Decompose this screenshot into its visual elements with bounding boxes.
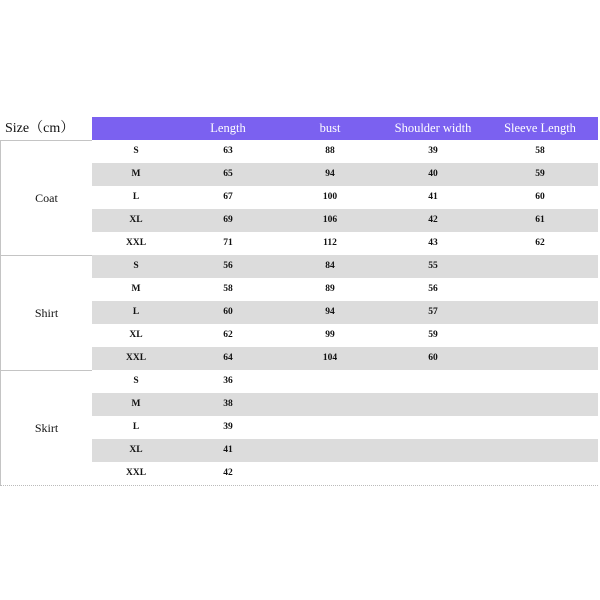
size-chart-table xyxy=(0,117,598,486)
length-cell: 56 xyxy=(223,261,233,271)
size-cell: XXL xyxy=(125,468,147,478)
sleeve-cell-empty xyxy=(482,416,598,439)
length-cell: 65 xyxy=(223,169,233,179)
bottom-dotted-rule xyxy=(0,485,598,486)
header-band xyxy=(92,117,598,140)
shoulder-cell: 55 xyxy=(428,261,438,271)
category-column xyxy=(0,140,92,485)
length-cell: 41 xyxy=(223,445,233,455)
table-row xyxy=(92,255,598,278)
sleeve-cell: 59 xyxy=(535,169,545,179)
size-cell: L xyxy=(132,422,140,432)
shoulder-cell: 40 xyxy=(428,169,438,179)
table-row xyxy=(92,209,598,232)
size-cell: XXL xyxy=(125,238,147,248)
header-size-column xyxy=(92,117,180,140)
length-cell: 63 xyxy=(223,146,233,156)
size-cell: XL xyxy=(129,445,143,455)
sleeve-cell-empty xyxy=(482,278,598,301)
size-cell: M xyxy=(131,284,141,294)
sleeve-cell-empty xyxy=(482,439,598,462)
header-bust: bust xyxy=(319,121,341,135)
bust-cell-empty xyxy=(276,416,384,439)
shoulder-cell: 42 xyxy=(428,215,438,225)
sleeve-cell-empty xyxy=(482,255,598,278)
size-cell: S xyxy=(133,376,139,386)
table-row xyxy=(92,232,598,255)
bust-cell: 112 xyxy=(323,238,337,248)
shoulder-cell-empty xyxy=(384,370,482,393)
size-cell: XL xyxy=(129,215,143,225)
table-row xyxy=(92,186,598,209)
table-body xyxy=(92,140,598,485)
bust-cell: 84 xyxy=(325,261,335,271)
length-cell: 71 xyxy=(223,238,233,248)
table-row xyxy=(92,140,598,163)
sleeve-cell-empty xyxy=(482,347,598,370)
sleeve-cell-empty xyxy=(482,462,598,485)
table-row xyxy=(92,163,598,186)
header-sleeve-length: Sleeve Length xyxy=(504,121,576,135)
length-cell: 39 xyxy=(223,422,233,432)
sleeve-cell: 58 xyxy=(535,146,545,156)
bust-cell: 88 xyxy=(325,146,335,156)
size-cell: S xyxy=(133,261,139,271)
size-cell: M xyxy=(131,169,141,179)
shoulder-cell: 39 xyxy=(428,146,438,156)
shoulder-cell: 41 xyxy=(428,192,438,202)
length-cell: 36 xyxy=(223,376,233,386)
category-shirt: Shirt xyxy=(0,255,92,370)
shoulder-cell: 57 xyxy=(428,307,438,317)
sleeve-cell-empty xyxy=(482,370,598,393)
length-cell: 62 xyxy=(223,330,233,340)
bust-cell-empty xyxy=(276,370,384,393)
shoulder-cell-empty xyxy=(384,416,482,439)
sleeve-cell: 61 xyxy=(535,215,545,225)
bust-cell-empty xyxy=(276,393,384,416)
sleeve-cell: 60 xyxy=(535,192,545,202)
table-row xyxy=(92,278,598,301)
sleeve-cell: 62 xyxy=(535,238,545,248)
length-cell: 38 xyxy=(223,399,233,409)
bust-cell: 106 xyxy=(322,215,338,225)
table-row xyxy=(92,370,598,393)
header-length: Length xyxy=(210,121,246,135)
bust-cell-empty xyxy=(276,439,384,462)
sleeve-cell-empty xyxy=(482,324,598,347)
shoulder-cell: 43 xyxy=(428,238,438,248)
size-cell: S xyxy=(133,146,139,156)
sleeve-cell-empty xyxy=(482,301,598,324)
size-cell: M xyxy=(131,399,141,409)
header-shoulder-width: Shoulder width xyxy=(394,121,472,135)
table-row xyxy=(92,301,598,324)
shoulder-cell-empty xyxy=(384,462,482,485)
length-cell: 67 xyxy=(223,192,233,202)
size-cell: XXL xyxy=(125,353,147,363)
size-cell: XL xyxy=(129,330,143,340)
shoulder-cell-empty xyxy=(384,439,482,462)
bust-cell: 89 xyxy=(325,284,335,294)
bust-cell: 94 xyxy=(325,307,335,317)
table-row xyxy=(92,416,598,439)
shoulder-cell: 56 xyxy=(428,284,438,294)
length-cell: 69 xyxy=(223,215,233,225)
category-skirt: Skirt xyxy=(0,370,92,485)
size-cell: L xyxy=(132,307,140,317)
shoulder-cell: 59 xyxy=(428,330,438,340)
table-row xyxy=(92,439,598,462)
bust-cell: 99 xyxy=(325,330,335,340)
category-coat: Coat xyxy=(0,140,92,255)
header-row xyxy=(0,117,598,140)
bust-cell: 104 xyxy=(322,353,338,363)
length-cell: 58 xyxy=(223,284,233,294)
size-cell: L xyxy=(132,192,140,202)
shoulder-cell-empty xyxy=(384,393,482,416)
bust-cell-empty xyxy=(276,462,384,485)
table-row xyxy=(92,462,598,485)
length-cell: 60 xyxy=(223,307,233,317)
shoulder-cell: 60 xyxy=(428,353,438,363)
table-row xyxy=(92,324,598,347)
length-cell: 42 xyxy=(223,468,233,478)
sleeve-cell-empty xyxy=(482,393,598,416)
bust-cell: 100 xyxy=(322,192,338,202)
bust-cell: 94 xyxy=(325,169,335,179)
table-row xyxy=(92,393,598,416)
size-label: Size（cm） xyxy=(5,121,75,136)
table-row xyxy=(92,347,598,370)
length-cell: 64 xyxy=(223,353,233,363)
